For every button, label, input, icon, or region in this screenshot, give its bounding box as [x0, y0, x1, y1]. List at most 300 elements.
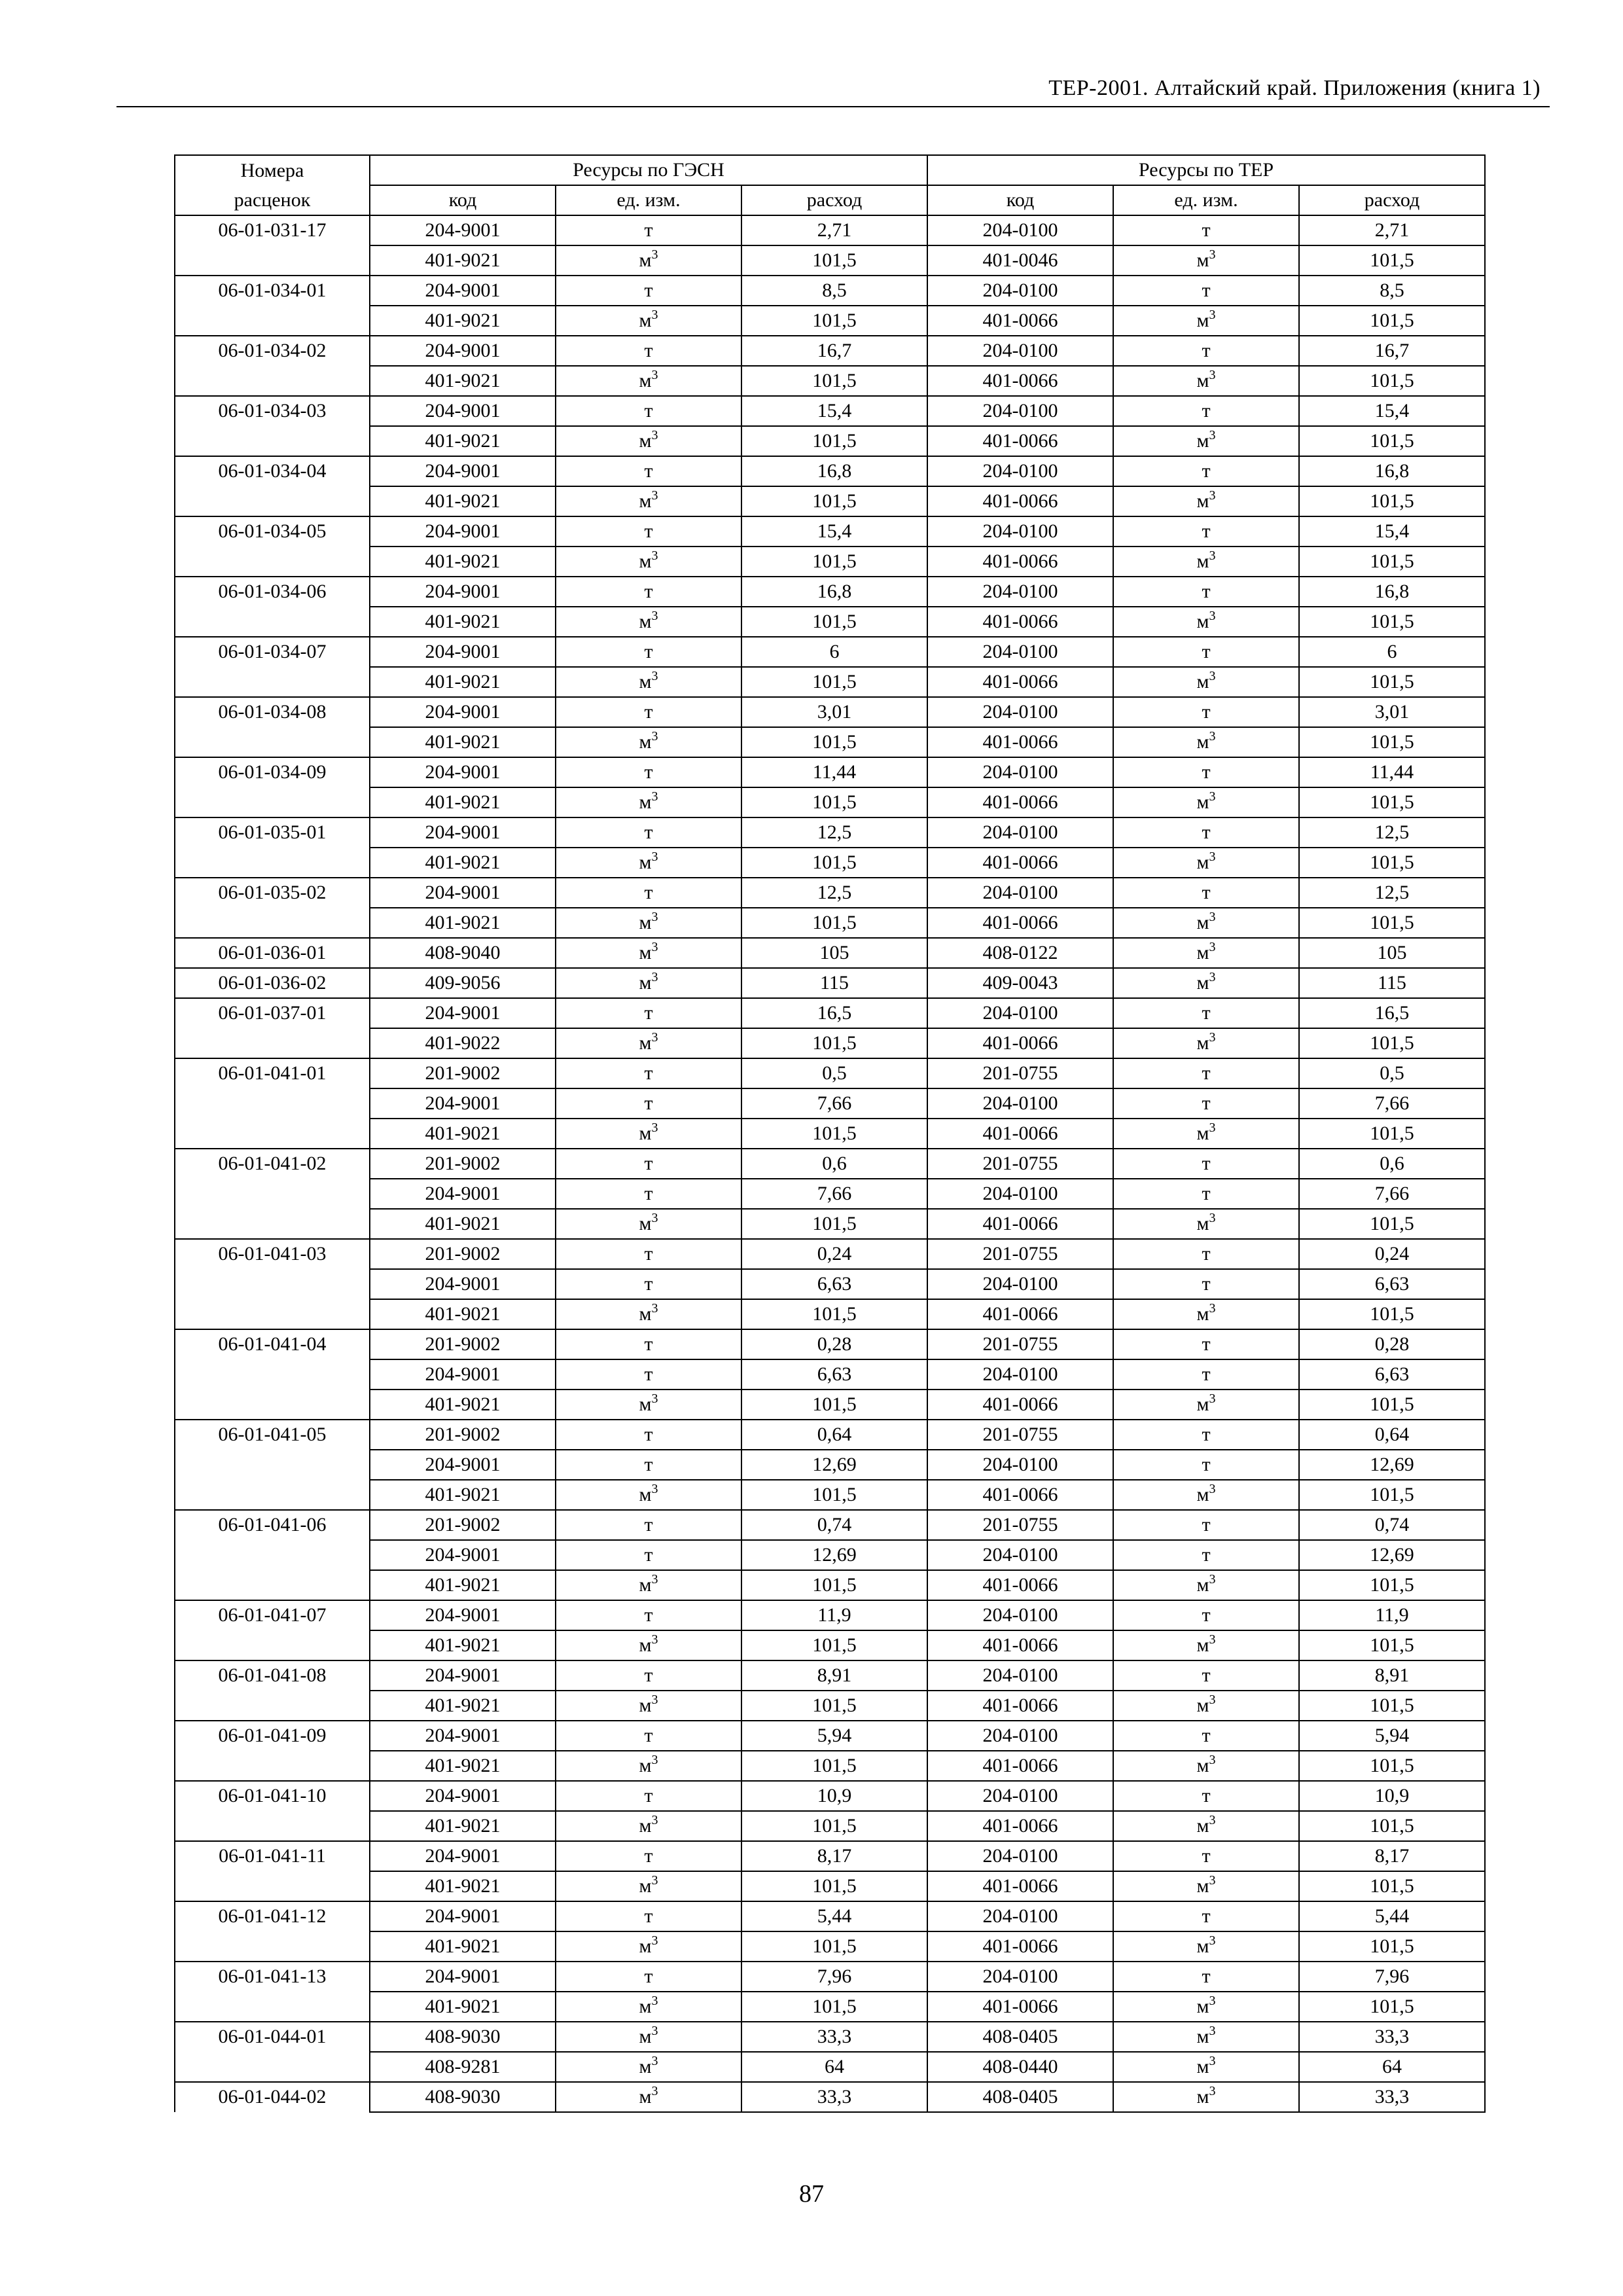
- ter-unit-cell-base: м: [1196, 1574, 1209, 1596]
- gesn-consumption-cell: 12,5: [741, 817, 927, 848]
- ter-code-cell: 204-0100: [927, 697, 1113, 727]
- gesn-code-cell: 401-9021: [370, 607, 556, 637]
- ter-consumption-cell: 5,94: [1299, 1721, 1485, 1751]
- gesn-unit-cell-base: м: [639, 2086, 652, 2108]
- ter-unit-cell-base: т: [1202, 882, 1211, 903]
- ter-consumption-cell: 2,71: [1299, 215, 1485, 245]
- gesn-unit-cell-base: м: [639, 1695, 652, 1716]
- ter-unit-cell-exponent: 3: [1209, 548, 1216, 563]
- ter-consumption-cell: 16,7: [1299, 336, 1485, 366]
- gesn-code-cell: 204-9001: [370, 637, 556, 667]
- gesn-consumption-cell: 101,5: [741, 1119, 927, 1149]
- ter-code-cell: 401-0066: [927, 1299, 1113, 1329]
- gesn-unit-cell-exponent: 3: [651, 1121, 658, 1135]
- table-row: [175, 2082, 1485, 2112]
- gesn-unit-cell-exponent: 3: [651, 1813, 658, 1827]
- gesn-code-cell: 401-9021: [370, 1209, 556, 1239]
- rate-number-cell: 06-01-041-10: [175, 1781, 370, 1811]
- table-row: [175, 1269, 1485, 1299]
- rate-number-cell: 06-01-034-01: [175, 276, 370, 306]
- ter-unit-cell: [1113, 336, 1299, 366]
- ter-code-cell: 204-0100: [927, 637, 1113, 667]
- gesn-unit-cell-base: м: [639, 370, 652, 391]
- ter-unit-cell: [1113, 1088, 1299, 1119]
- gesn-unit-cell: [556, 1570, 741, 1600]
- table-row: [175, 1871, 1485, 1901]
- gesn-unit-cell-base: т: [644, 1845, 653, 1867]
- ter-unit-cell-base: м: [1196, 731, 1209, 753]
- ter-unit-cell: [1113, 727, 1299, 757]
- ter-unit-cell: [1113, 396, 1299, 426]
- ter-consumption-cell: 101,5: [1299, 787, 1485, 817]
- ter-unit-cell: [1113, 1931, 1299, 1962]
- ter-unit-cell-base: т: [1202, 1725, 1211, 1746]
- ter-unit-cell-exponent: 3: [1209, 488, 1216, 503]
- ter-code-cell: 401-0066: [927, 607, 1113, 637]
- table-row: [175, 1931, 1485, 1962]
- ter-unit-cell-base: м: [1196, 370, 1209, 391]
- ter-unit-cell-base: т: [1202, 1454, 1211, 1475]
- rate-number-cell: [175, 245, 370, 276]
- ter-unit-cell-base: т: [1202, 1845, 1211, 1867]
- gesn-unit-cell: [556, 2022, 741, 2052]
- gesn-unit-cell: [556, 1901, 741, 1931]
- gesn-unit-cell-base: т: [644, 1905, 653, 1927]
- ter-unit-cell: [1113, 1239, 1299, 1269]
- table-row: [175, 1359, 1485, 1390]
- table-row: [175, 276, 1485, 306]
- table-row: [175, 908, 1485, 938]
- gesn-consumption-cell: 0,28: [741, 1329, 927, 1359]
- gesn-unit-cell: [556, 1781, 741, 1811]
- ter-code-cell: 401-0066: [927, 727, 1113, 757]
- gesn-code-cell: 201-9002: [370, 1420, 556, 1450]
- ter-unit-cell-base: т: [1202, 520, 1211, 542]
- ter-unit-cell: [1113, 306, 1299, 336]
- ter-unit-cell: [1113, 1721, 1299, 1751]
- gesn-code-cell: 401-9021: [370, 848, 556, 878]
- ter-consumption-cell: 101,5: [1299, 1299, 1485, 1329]
- gesn-code-cell: 401-9021: [370, 1570, 556, 1600]
- gesn-unit-cell-base: м: [639, 852, 652, 873]
- gesn-consumption-cell: 101,5: [741, 547, 927, 577]
- gesn-unit-cell: [556, 1751, 741, 1781]
- gesn-consumption-cell: 16,7: [741, 336, 927, 366]
- gesn-consumption-cell: 8,91: [741, 1660, 927, 1691]
- ter-code-cell: 409-0043: [927, 968, 1113, 998]
- gesn-unit-cell-base: т: [644, 520, 653, 542]
- rate-number-cell: 06-01-034-05: [175, 516, 370, 547]
- gesn-code-cell: 201-9002: [370, 1510, 556, 1540]
- gesn-unit-cell: [556, 1179, 741, 1209]
- gesn-unit-cell: [556, 1811, 741, 1841]
- ter-code-cell: 401-0066: [927, 667, 1113, 697]
- gesn-code-cell: 204-9001: [370, 1600, 556, 1630]
- ter-unit-cell-exponent: 3: [1209, 1933, 1216, 1948]
- rates-header: Номера: [175, 155, 370, 185]
- ter-consumption-cell: 101,5: [1299, 1992, 1485, 2022]
- rate-number-cell: [175, 426, 370, 456]
- ter-code-cell: 401-0066: [927, 1480, 1113, 1510]
- table-row: [175, 1751, 1485, 1781]
- table-row: [175, 1239, 1485, 1269]
- gesn-unit-cell-exponent: 3: [651, 1301, 658, 1316]
- gesn-consumption-cell: 101,5: [741, 1209, 927, 1239]
- gesn-unit-cell: [556, 2082, 741, 2112]
- rate-number-cell: 06-01-041-07: [175, 1600, 370, 1630]
- gesn-code-cell: 204-9001: [370, 817, 556, 848]
- ter-code-cell: 204-0100: [927, 1359, 1113, 1390]
- gesn-consumption-cell: 101,5: [741, 908, 927, 938]
- ter-unit-cell: [1113, 998, 1299, 1028]
- ter-unit-cell-exponent: 3: [1209, 247, 1216, 262]
- gesn-code-cell: 408-9281: [370, 2052, 556, 2082]
- ter-unit-cell: [1113, 1781, 1299, 1811]
- table-row: [175, 787, 1485, 817]
- gesn-unit-cell-exponent: 3: [651, 1030, 658, 1045]
- ter-unit-cell-exponent: 3: [1209, 669, 1216, 683]
- ter-unit-cell-exponent: 3: [1209, 1873, 1216, 1888]
- gesn-unit-cell: [556, 848, 741, 878]
- gesn-unit-cell-base: т: [644, 1424, 653, 1445]
- rate-number-cell: [175, 306, 370, 336]
- ter-code-cell: 201-0755: [927, 1149, 1113, 1179]
- gesn-code-cell: 204-9001: [370, 1841, 556, 1871]
- rate-number-cell: 06-01-034-08: [175, 697, 370, 727]
- gesn-unit-cell-base: т: [644, 1785, 653, 1806]
- ter-unit-cell-exponent: 3: [1209, 1994, 1216, 2008]
- gesn-unit-cell-base: м: [639, 1574, 652, 1596]
- gesn-code-cell: 201-9002: [370, 1239, 556, 1269]
- gesn-unit-cell: [556, 1841, 741, 1871]
- ter-consumption-cell: 64: [1299, 2052, 1485, 2082]
- table-row: [175, 366, 1485, 396]
- ter-unit-cell: [1113, 2022, 1299, 2052]
- table-row: [175, 306, 1485, 336]
- ter-consumption-cell: 6: [1299, 637, 1485, 667]
- gesn-code-cell: 401-9021: [370, 1811, 556, 1841]
- ter-unit-cell-exponent: 3: [1209, 1632, 1216, 1647]
- ter-unit-cell-base: м: [1196, 1213, 1209, 1234]
- gesn-code-cell: 401-9021: [370, 547, 556, 577]
- gesn-unit-cell-base: м: [639, 1213, 652, 1234]
- gesn-code-cell: 204-9001: [370, 336, 556, 366]
- ter-unit-cell: [1113, 1570, 1299, 1600]
- table-row: [175, 1119, 1485, 1149]
- ter-unit-cell-exponent: 3: [1209, 1391, 1216, 1406]
- ter-consumption-cell: 10,9: [1299, 1781, 1485, 1811]
- ter-unit-cell-base: м: [1196, 611, 1209, 632]
- gesn-consumption-cell: 11,44: [741, 757, 927, 787]
- gesn-unit-cell: [556, 1540, 741, 1570]
- gesn-code-cell: 401-9021: [370, 306, 556, 336]
- rate-number-cell: 06-01-034-06: [175, 577, 370, 607]
- header-title: ТЕР-2001. Алтайский край. Приложения (книга 1): [1048, 76, 1541, 100]
- ter-code-cell: 401-0066: [927, 1209, 1113, 1239]
- gesn-consumption-cell: 5,94: [741, 1721, 927, 1751]
- gesn-consumption-cell: 15,4: [741, 396, 927, 426]
- ter-unit-cell-base: т: [1202, 1273, 1211, 1295]
- table-row: [175, 998, 1485, 1028]
- ter-consumption-cell: 11,9: [1299, 1600, 1485, 1630]
- ter-consumption-cell: 3,01: [1299, 697, 1485, 727]
- gesn-code-cell: 204-9001: [370, 1540, 556, 1570]
- gesn-unit-cell-base: м: [639, 249, 652, 271]
- ter-unit-cell: [1113, 1359, 1299, 1390]
- ter-unit-cell-base: м: [1196, 1935, 1209, 1957]
- gesn-consumption-cell: 101,5: [741, 607, 927, 637]
- gesn-unit-cell-exponent: 3: [651, 1693, 658, 1707]
- rate-number-cell: 06-01-041-13: [175, 1962, 370, 1992]
- ter-unit-cell: [1113, 1119, 1299, 1149]
- table-row: [175, 1480, 1485, 1510]
- gesn-code-cell: 409-9056: [370, 968, 556, 998]
- gesn-unit-cell-base: т: [644, 1965, 653, 1987]
- ter-unit-cell-base: м: [1196, 972, 1209, 994]
- ter-unit-cell: [1113, 1269, 1299, 1299]
- gesn-code-cell: 204-9001: [370, 1359, 556, 1390]
- ter-unit-cell-exponent: 3: [1209, 1813, 1216, 1827]
- ter-unit-cell-exponent: 3: [1209, 2084, 1216, 2098]
- gesn-unit-cell-exponent: 3: [651, 1572, 658, 1587]
- ter-unit-cell-exponent: 3: [1209, 368, 1216, 382]
- ter-code-cell: 408-0405: [927, 2082, 1113, 2112]
- gesn-unit-cell: [556, 1239, 741, 1269]
- ter-unit-cell: [1113, 1058, 1299, 1088]
- gesn-consumption-cell: 64: [741, 2052, 927, 2082]
- ter-unit-cell-exponent: 3: [1209, 609, 1216, 623]
- gesn-unit-cell-base: м: [639, 1484, 652, 1505]
- ter-unit-cell-base: т: [1202, 1183, 1211, 1204]
- ter-unit-cell: [1113, 637, 1299, 667]
- table-row: [175, 1450, 1485, 1480]
- ter-unit-cell: [1113, 516, 1299, 547]
- ter-unit-cell: [1113, 1901, 1299, 1931]
- ter-unit-cell-exponent: 3: [1209, 1482, 1216, 1496]
- ter-code-cell: 204-0100: [927, 336, 1113, 366]
- ter-code-cell: 401-0066: [927, 1028, 1113, 1058]
- gesn-code-cell: 401-9022: [370, 1028, 556, 1058]
- ter-consumption-cell: 101,5: [1299, 1871, 1485, 1901]
- ter-unit-cell-exponent: 3: [1209, 1753, 1216, 1767]
- gesn-unit-cell: [556, 1660, 741, 1691]
- gesn-consumption-cell: 0,6: [741, 1149, 927, 1179]
- ter-code-cell: 204-0100: [927, 1901, 1113, 1931]
- gesn-unit-cell-base: м: [639, 1634, 652, 1656]
- gesn-unit-cell: [556, 215, 741, 245]
- gesn-unit-cell: [556, 1721, 741, 1751]
- table-row: [175, 456, 1485, 486]
- gesn-code-cell: 204-9001: [370, 1179, 556, 1209]
- table-row: [175, 1028, 1485, 1058]
- rate-number-cell: [175, 1871, 370, 1901]
- gesn-unit-cell: [556, 1329, 741, 1359]
- ter-consumption-cell: 15,4: [1299, 396, 1485, 426]
- ter-code-cell: 401-0066: [927, 848, 1113, 878]
- rate-number-cell: 06-01-034-09: [175, 757, 370, 787]
- gesn-code-cell: 401-9021: [370, 1299, 556, 1329]
- gesn-unit-cell-base: т: [644, 1243, 653, 1265]
- ter-consumption-cell: 7,96: [1299, 1962, 1485, 1992]
- table-body: [175, 215, 1485, 2112]
- rate-number-cell: [175, 1119, 370, 1149]
- table-row: [175, 2052, 1485, 2082]
- ter-code-cell: 204-0100: [927, 456, 1113, 486]
- ter-consumption-cell: 101,5: [1299, 547, 1485, 577]
- ter-unit-cell-base: т: [1202, 821, 1211, 843]
- ter-code-cell: 408-0122: [927, 938, 1113, 968]
- ter-unit-cell-base: м: [1196, 671, 1209, 692]
- gesn-unit-cell-exponent: 3: [651, 729, 658, 744]
- ter-unit-cell: [1113, 215, 1299, 245]
- ter-code-cell: 401-0066: [927, 908, 1113, 938]
- gesn-unit-cell: [556, 1931, 741, 1962]
- ter-code-cell: 401-0066: [927, 1691, 1113, 1721]
- ter-unit-header: ед. изм.: [1113, 185, 1299, 215]
- rate-number-cell: [175, 1299, 370, 1329]
- gesn-unit-cell: [556, 276, 741, 306]
- ter-unit-cell-exponent: 3: [1209, 2024, 1216, 2038]
- ter-code-cell: 408-0405: [927, 2022, 1113, 2052]
- ter-unit-cell: [1113, 1630, 1299, 1660]
- table-row: [175, 1691, 1485, 1721]
- ter-unit-cell-base: м: [1196, 852, 1209, 873]
- rate-number-cell: [175, 1450, 370, 1480]
- ter-code-cell: 204-0100: [927, 516, 1113, 547]
- ter-unit-cell-base: м: [1196, 1032, 1209, 1054]
- gesn-unit-cell-base: т: [644, 1514, 653, 1535]
- table-header: [175, 155, 1485, 215]
- rate-number-cell: [175, 1931, 370, 1962]
- ter-unit-cell-base: т: [1202, 1664, 1211, 1686]
- ter-code-cell: 401-0066: [927, 366, 1113, 396]
- gesn-unit-cell-exponent: 3: [651, 1211, 658, 1225]
- rate-number-cell: 06-01-034-04: [175, 456, 370, 486]
- ter-unit-cell-base: м: [1196, 1695, 1209, 1716]
- ter-consumption-header: расход: [1299, 185, 1485, 215]
- ter-unit-cell-base: т: [1202, 340, 1211, 361]
- gesn-code-cell: 204-9001: [370, 577, 556, 607]
- rate-number-cell: [175, 1630, 370, 1660]
- ter-consumption-cell: 16,5: [1299, 998, 1485, 1028]
- gesn-consumption-cell: 101,5: [741, 366, 927, 396]
- gesn-unit-cell-base: м: [639, 2026, 652, 2047]
- gesn-unit-cell: [556, 908, 741, 938]
- ter-consumption-cell: 101,5: [1299, 1480, 1485, 1510]
- gesn-code-cell: 204-9001: [370, 1660, 556, 1691]
- ter-unit-cell: [1113, 456, 1299, 486]
- gesn-code-cell: 401-9021: [370, 486, 556, 516]
- gesn-unit-cell-base: т: [644, 279, 653, 301]
- gesn-unit-cell: [556, 245, 741, 276]
- ter-code-cell: 204-0100: [927, 215, 1113, 245]
- gesn-consumption-cell: 7,66: [741, 1088, 927, 1119]
- gesn-unit-cell-base: м: [639, 1815, 652, 1837]
- ter-code-cell: 204-0100: [927, 1600, 1113, 1630]
- ter-unit-cell-exponent: 3: [1209, 970, 1216, 984]
- ter-consumption-cell: 16,8: [1299, 456, 1485, 486]
- gesn-code-cell: 401-9021: [370, 245, 556, 276]
- ter-unit-cell-base: м: [1196, 1875, 1209, 1897]
- gesn-unit-cell: [556, 516, 741, 547]
- table-row: [175, 637, 1485, 667]
- gesn-unit-cell-exponent: 3: [651, 1933, 658, 1948]
- gesn-code-cell: 204-9001: [370, 396, 556, 426]
- rate-number-cell: [175, 607, 370, 637]
- ter-unit-cell: [1113, 1962, 1299, 1992]
- gesn-unit-cell-base: м: [639, 490, 652, 512]
- gesn-unit-cell-exponent: 3: [651, 548, 658, 563]
- gesn-consumption-cell: 6,63: [741, 1359, 927, 1390]
- table-row: [175, 727, 1485, 757]
- gesn-unit-header: ед. изм.: [556, 185, 741, 215]
- gesn-unit-cell-base: т: [644, 1333, 653, 1355]
- table-row: [175, 1660, 1485, 1691]
- ter-unit-cell: [1113, 1992, 1299, 2022]
- gesn-consumption-cell: 101,5: [741, 1811, 927, 1841]
- ter-unit-cell-base: м: [1196, 430, 1209, 452]
- gesn-unit-cell: [556, 426, 741, 456]
- ter-code-cell: 401-0066: [927, 1931, 1113, 1962]
- ter-unit-cell: [1113, 1209, 1299, 1239]
- gesn-consumption-cell: 5,44: [741, 1901, 927, 1931]
- ter-consumption-cell: 6,63: [1299, 1359, 1485, 1390]
- ter-unit-cell: [1113, 607, 1299, 637]
- gesn-unit-cell-base: т: [644, 1153, 653, 1174]
- ter-consumption-cell: 101,5: [1299, 426, 1485, 456]
- gesn-unit-cell-base: т: [644, 761, 653, 783]
- rate-number-cell: [175, 1209, 370, 1239]
- gesn-unit-cell-base: м: [639, 942, 652, 963]
- ter-unit-cell: [1113, 486, 1299, 516]
- gesn-consumption-cell: 0,64: [741, 1420, 927, 1450]
- rate-number-cell: [175, 2052, 370, 2082]
- rate-number-cell: [175, 1751, 370, 1781]
- gesn-consumption-cell: 16,8: [741, 577, 927, 607]
- ter-code-cell: 204-0100: [927, 878, 1113, 908]
- ter-unit-cell-base: т: [1202, 1243, 1211, 1265]
- ter-unit-cell-base: м: [1196, 249, 1209, 271]
- ter-code-cell: 204-0100: [927, 1721, 1113, 1751]
- ter-consumption-cell: 101,5: [1299, 1751, 1485, 1781]
- rate-number-cell: [175, 1811, 370, 1841]
- ter-code-cell: 401-0066: [927, 1992, 1113, 2022]
- ter-unit-cell-base: т: [1202, 701, 1211, 723]
- ter-consumption-cell: 101,5: [1299, 667, 1485, 697]
- gesn-code-cell: 401-9021: [370, 908, 556, 938]
- ter-unit-cell-base: т: [1202, 1604, 1211, 1626]
- gesn-unit-cell: [556, 1480, 741, 1510]
- gesn-code-cell: 204-9001: [370, 1088, 556, 1119]
- ter-unit-cell-base: т: [1202, 1333, 1211, 1355]
- gesn-consumption-cell: 6: [741, 637, 927, 667]
- ter-consumption-cell: 0,6: [1299, 1149, 1485, 1179]
- gesn-unit-cell: [556, 1420, 741, 1450]
- gesn-consumption-cell: 16,8: [741, 456, 927, 486]
- rate-number-cell: [175, 1269, 370, 1299]
- gesn-consumption-cell: 101,5: [741, 1570, 927, 1600]
- ter-unit-cell: [1113, 968, 1299, 998]
- gesn-unit-cell: [556, 727, 741, 757]
- gesn-consumption-cell: 0,74: [741, 1510, 927, 1540]
- gesn-consumption-cell: 101,5: [741, 1871, 927, 1901]
- ter-unit-cell-base: м: [1196, 550, 1209, 572]
- ter-consumption-cell: 0,28: [1299, 1329, 1485, 1359]
- rate-number-cell: 06-01-036-02: [175, 968, 370, 998]
- gesn-code-cell: 401-9021: [370, 366, 556, 396]
- gesn-consumption-cell: 101,5: [741, 1630, 927, 1660]
- gesn-consumption-cell: 0,5: [741, 1058, 927, 1088]
